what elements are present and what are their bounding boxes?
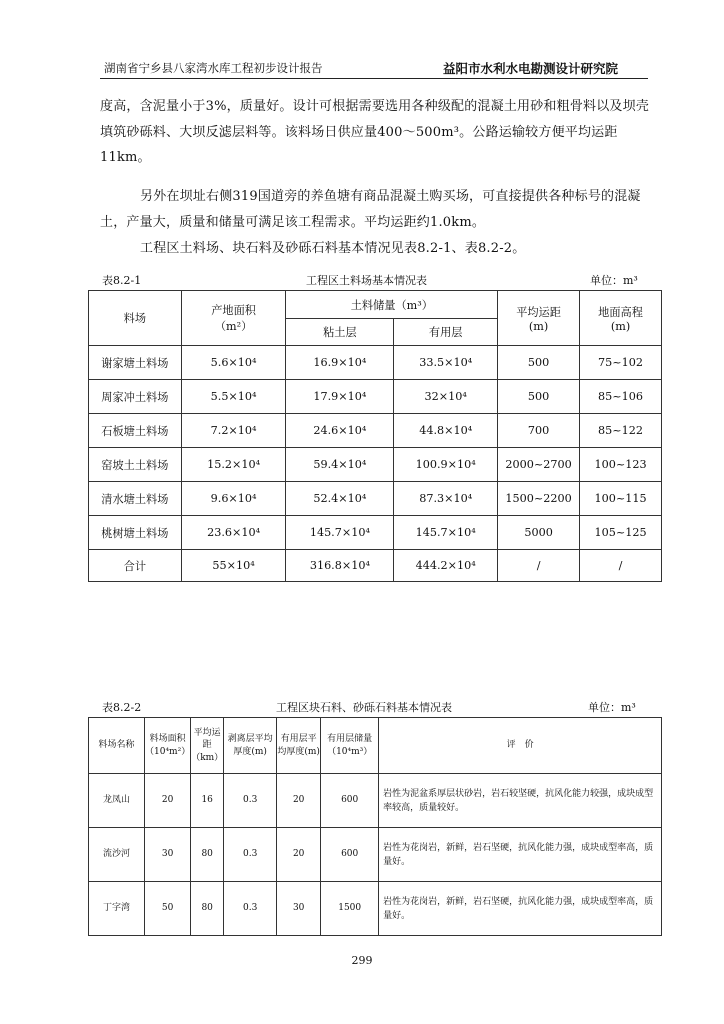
cell: 100.9×10⁴ [394, 448, 498, 482]
col-header-reserve: 有用层储量（10⁴m³） [321, 718, 379, 774]
cell: 24.6×10⁴ [286, 414, 394, 448]
cell: 444.2×10⁴ [394, 550, 498, 582]
cell-eval: 岩性为泥盆系厚层状砂岩，岩石较坚硬，抗风化能力较强，成块成型率较高，质量较好。 [379, 774, 662, 828]
col-header-elevation-unit: (m) [610, 319, 631, 333]
paragraph-3: 工程区土料场、块石料及砂砾石料基本情况见表8.2-1、表8.2-2。 [140, 241, 526, 256]
cell: 600 [321, 828, 379, 882]
cell: 5.5×10⁴ [181, 380, 286, 414]
page-number: 299 [351, 954, 373, 967]
cell: 55×10⁴ [181, 550, 286, 582]
cell: 30 [277, 882, 321, 936]
table-row [89, 346, 662, 380]
col-header-area-unit: （m²） [214, 320, 253, 333]
institute-name: 益阳市水利水电勘测设计研究院 [442, 61, 618, 76]
cell: 33.5×10⁴ [394, 346, 498, 380]
table-8-2-1 [88, 290, 662, 582]
paragraph-1: 度高，含泥量小于3%，质量好。设计可根据需要选用各种级配的混凝土用砂和粗骨料以及坝壳填筑砂砾料、大坝反滤层料等。该料场日供应量400～500m³。公路运输较方便平均运距11km。 [100, 99, 650, 165]
cell: 0.3 [224, 882, 277, 936]
cell: 52.4×10⁴ [286, 482, 394, 516]
cell: 周家冲土料场 [89, 380, 182, 414]
col-header-area: 料场面积（10⁴m²） [145, 718, 191, 774]
col-header-area [181, 291, 286, 346]
cell: 500 [498, 380, 580, 414]
cell: / [498, 550, 580, 582]
cell: 16 [191, 774, 224, 828]
cell: 流沙河 [89, 828, 145, 882]
table-row [89, 482, 662, 516]
cell: 17.9×10⁴ [286, 380, 394, 414]
cell: 7.2×10⁴ [181, 414, 286, 448]
col-header-useful: 有用层 [394, 319, 498, 346]
cell: 谢家塘土料场 [89, 346, 182, 380]
cell: 23.6×10⁴ [181, 516, 286, 550]
col-header-useful: 有用层平均厚度(m) [277, 718, 321, 774]
page-header [100, 58, 648, 79]
cell: 20 [145, 774, 191, 828]
table-row [89, 774, 662, 828]
cell: 32×10⁴ [394, 380, 498, 414]
cell: 100~115 [580, 482, 662, 516]
cell: 50 [145, 882, 191, 936]
cell-eval: 岩性为花岗岩，新鲜，岩石坚硬，抗风化能力强，成块成型率高，质量好。 [379, 882, 662, 936]
cell: 80 [191, 828, 224, 882]
cell: 85~122 [580, 414, 662, 448]
col-header-distance: 平均运距（km） [191, 718, 224, 774]
col-header-reserve: 土料储量（m³） [286, 291, 498, 319]
col-header-area-label: 产地面积 [211, 304, 256, 317]
table-row [89, 516, 662, 550]
cell: 5.6×10⁴ [181, 346, 286, 380]
cell: 100~123 [580, 448, 662, 482]
paragraph-2: 另外在坝址右侧319国道旁的养鱼塘有商品混凝土购买场，可直接提供各种标号的混凝土，产量大，质量和储量可满足该工程需求。平均运距约1.0km。 [100, 189, 641, 230]
cell: 龙凤山 [89, 774, 145, 828]
cell: 316.8×10⁴ [286, 550, 394, 582]
cell: 700 [498, 414, 580, 448]
col-header-name: 料场名称 [89, 718, 145, 774]
cell: 0.3 [224, 828, 277, 882]
cell: 500 [498, 346, 580, 380]
cell: 0.3 [224, 774, 277, 828]
col-header-clay: 粘土层 [286, 319, 394, 346]
col-header-site: 料场 [89, 291, 182, 346]
table2-label: 表8.2-2 [102, 701, 142, 714]
cell: 600 [321, 774, 379, 828]
cell: 石板塘土料场 [89, 414, 182, 448]
col-header-elevation [580, 291, 662, 346]
cell: 桃树塘土料场 [89, 516, 182, 550]
table-row [89, 380, 662, 414]
cell: 2000~2700 [498, 448, 580, 482]
cell: 105~125 [580, 516, 662, 550]
cell: 20 [277, 828, 321, 882]
cell: 窑坡土土料场 [89, 448, 182, 482]
cell: 80 [191, 882, 224, 936]
cell: 44.8×10⁴ [394, 414, 498, 448]
cell: 30 [145, 828, 191, 882]
cell: 16.9×10⁴ [286, 346, 394, 380]
col-header-distance [498, 291, 580, 346]
cell: 85~106 [580, 380, 662, 414]
col-header-distance-label: 平均运距 [516, 305, 561, 319]
table-row-total [89, 550, 662, 582]
table-row [89, 882, 662, 936]
col-header-distance-unit: (m) [528, 319, 549, 333]
cell: 5000 [498, 516, 580, 550]
cell: / [580, 550, 662, 582]
table-8-2-2 [88, 717, 662, 936]
cell: 20 [277, 774, 321, 828]
cell-eval: 岩性为花岗岩，新鲜，岩石坚硬，抗风化能力强，成块成型率高，质量好。 [379, 828, 662, 882]
cell: 丁字湾 [89, 882, 145, 936]
table1-unit: 单位：m³ [590, 274, 638, 287]
cell: 1500~2200 [498, 482, 580, 516]
col-header-strip: 剥离层平均厚度(m) [224, 718, 277, 774]
cell: 75~102 [580, 346, 662, 380]
table-row [89, 414, 662, 448]
cell: 15.2×10⁴ [181, 448, 286, 482]
cell: 145.7×10⁴ [394, 516, 498, 550]
col-header-eval: 评 价 [379, 718, 662, 774]
cell: 87.3×10⁴ [394, 482, 498, 516]
table2-title: 工程区块石料、砂砾石料基本情况表 [276, 701, 452, 714]
cell: 59.4×10⁴ [286, 448, 394, 482]
table-row [89, 448, 662, 482]
cell: 清水塘土料场 [89, 482, 182, 516]
table2-unit: 单位：m³ [588, 701, 636, 714]
cell: 1500 [321, 882, 379, 936]
cell: 合计 [89, 550, 182, 582]
col-header-elevation-label: 地面高程 [598, 305, 643, 319]
cell: 145.7×10⁴ [286, 516, 394, 550]
table1-title: 工程区土料场基本情况表 [306, 274, 427, 287]
report-title: 湖南省宁乡县八家湾水库工程初步设计报告 [104, 61, 323, 75]
table-row [89, 828, 662, 882]
table1-label: 表8.2-1 [102, 274, 142, 287]
cell: 9.6×10⁴ [181, 482, 286, 516]
